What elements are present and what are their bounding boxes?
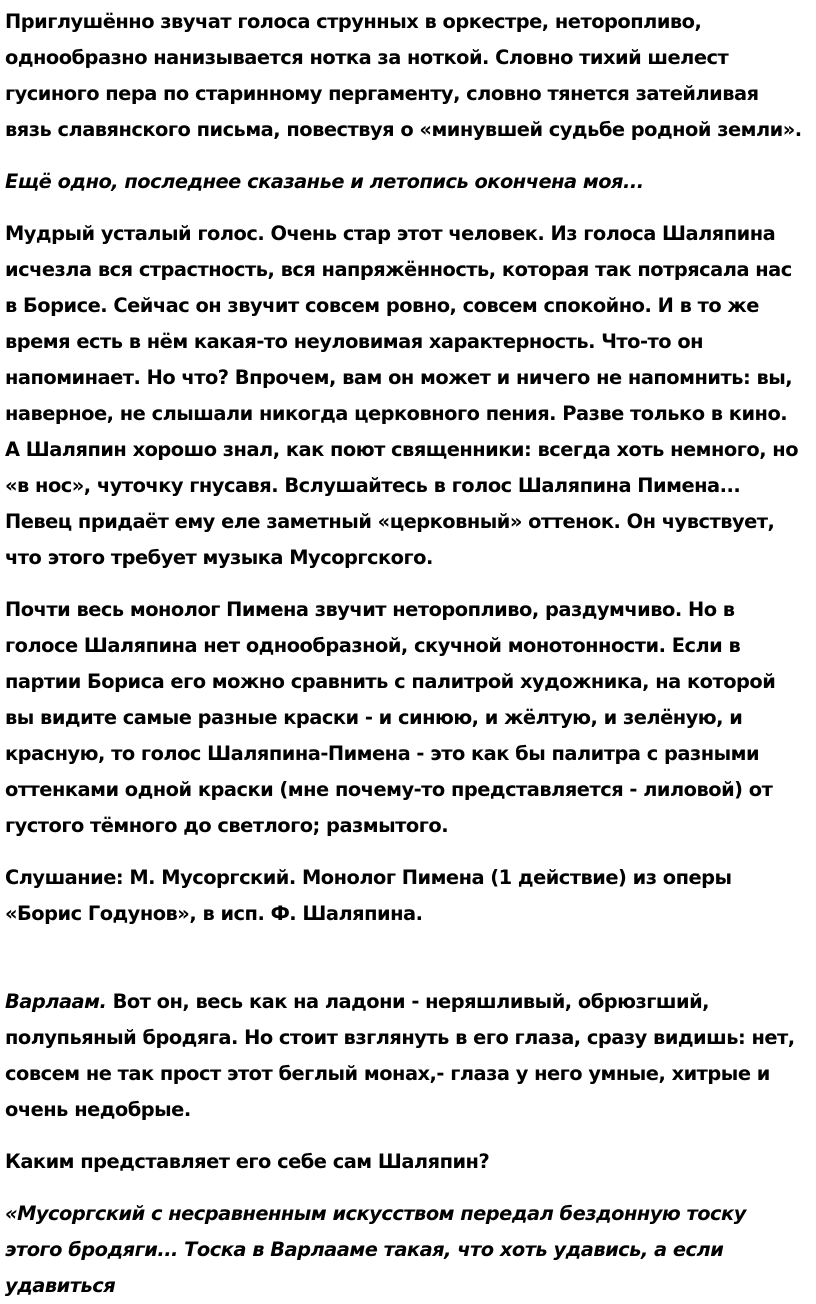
blank-line <box>5 948 806 984</box>
varlaam-name: Варлаам. <box>5 990 107 1013</box>
varlaam-description: Вот он, весь как на ладони - неряшливый, обрюзгший, полупьяный бродяга. Но стоит взглянуть в его глаза, сразу видишь: нет, совсем не так прост этот беглый монах,- глаза у него умные, хитрые и очень недобрые. <box>5 990 795 1121</box>
paragraph-quote-chaliapin: «Мусоргский с несравненным искусством передал бездонную тоску этого бродяги... Тоска в Варлааме такая, что хоть удавись, а если удавиться <box>5 1202 746 1297</box>
paragraph-quote-pimen: Ещё одно, последнее сказанье и летопись окончена моя... <box>5 170 644 193</box>
paragraph-intro: Приглушённо звучат голоса струнных в оркестре, неторопливо, однообразно нанизывается нотка за ноткой. Словно тихий шелест гусиного пера по старинному пергаменту, словно тянется затейливая вязь славянского письма, повествуя о «минувшей судьбе родной земли». <box>5 10 802 141</box>
paragraph-varlaam <box>5 984 806 1128</box>
paragraph-question: Каким представляет его себе сам Шаляпин? <box>5 1150 490 1173</box>
paragraph-pimen-voice: Мудрый усталый голос. Очень стар этот человек. Из голоса Шаляпина исчезла вся страстность, вся напряжённость, которая так потрясала нас в Борисе. Сейчас он звучит совсем ровно, совсем спокойно. И в то же время есть в нём какая-то неуловимая характерность. Что-то он напоминает. Но что? Впрочем, вам он может и ничего не напомнить: вы, наверное, не слышали никогда церковного пения. Разве только в кино. А Шаляпин хорошо знал, как поют священники: всегда хоть немного, но «в нос», чуточку гнусавя. Вслушайтесь в голос Шаляпина Пимена... Певец придаёт ему еле заметный «церковный» оттенок. Он чувствует, что этого требует музыка Мусоргского. <box>5 222 799 569</box>
paragraph-monologue: Почти весь монолог Пимена звучит неторопливо, раздумчиво. Но в голосе Шаляпина нет однообразной, скучной монотонности. Если в партии Бориса его можно сравнить с палитрой художника, на которой вы видите самые разные краски - и синюю, и жёлтую, и зелёную, и красную, то голос Шаляпина-Пимена - это как бы палитра с разными оттенками одной краски (мне почему-то представляется - лиловой) от густого тёмного до светлого; размытого. <box>5 598 776 837</box>
paragraph-listening: Слушание: М. Мусоргский. Монолог Пимена (1 действие) из оперы «Борис Годунов», в исп. Ф. Шаляпина. <box>5 866 732 925</box>
